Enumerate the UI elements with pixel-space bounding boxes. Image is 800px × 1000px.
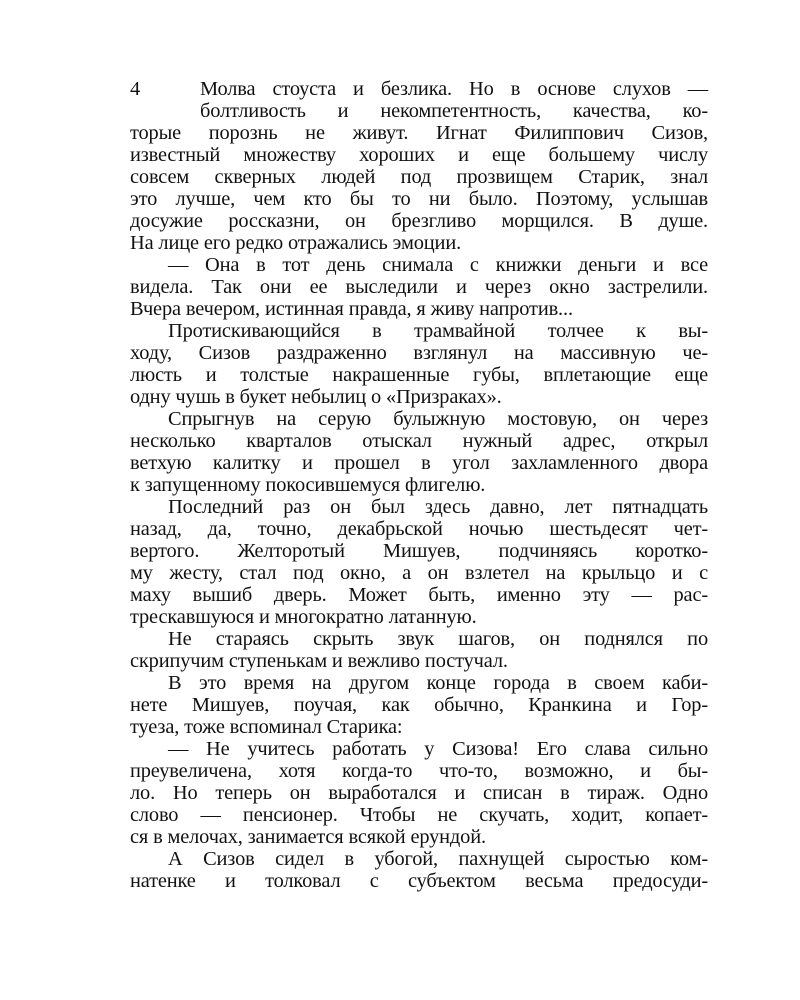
text-line: туеза, тоже вспоминал Старика: <box>130 716 403 738</box>
text-line: му жесту, стал под окно, а он взлетел на крыльцо и с <box>130 562 708 584</box>
text-line: Вчера вечером, истинная правда, я живу напротив... <box>130 298 573 320</box>
text-line: это лучше, чем кто бы то ни было. Поэтому, услышав <box>130 188 708 210</box>
text-line: слово — пенсионер. Чтобы не скучать, ходит, копает- <box>130 804 708 826</box>
text-line: Последний раз он был здесь давно, лет пятнадцать <box>168 496 708 518</box>
text-line: ся в мелочах, занимается всякой ерундой. <box>130 826 486 848</box>
text-line: трескавшуюся и многократно латанную. <box>130 606 477 628</box>
text-line: ходу, Сизов раздраженно взглянул на массивную че- <box>130 342 708 364</box>
text-line: нете Мишуев, поучая, как обычно, Кранкина и Гор- <box>130 694 708 716</box>
text-line: преувеличена, хотя когда-то что-то, возможно, и бы- <box>130 760 708 782</box>
text-line: досужие россказни, он брезгливо морщился. В душе. <box>130 210 708 232</box>
text-line: видела. Так они ее выследили и через окно застрелили. <box>130 276 708 298</box>
text-line: — Она в тот день снимала с книжки деньги и все <box>168 254 708 276</box>
text-line: Не стараясь скрыть звук шагов, он поднялся по <box>168 628 708 650</box>
book-page <box>130 78 708 892</box>
text-line: На лице его редко отражались эмоции. <box>130 232 462 254</box>
text-line: Спрыгнув на серую булыжную мостовую, он через <box>168 408 708 430</box>
text-line: Протискивающийся в трамвайной толчее к вы- <box>168 320 708 342</box>
text-line: ло. Но теперь он выработался и списан в тираж. Одно <box>130 782 708 804</box>
text-line: — Не учитесь работать у Сизова! Его слава сильно <box>168 738 708 760</box>
text-line: маху вышиб дверь. Может быть, именно эту — рас- <box>130 584 708 606</box>
page-number: 4 <box>130 78 141 100</box>
text-line: к запущенному покосившемуся флигелю. <box>130 474 486 496</box>
text-line: натенке и толковал с субъектом весьма предосуди- <box>130 870 708 892</box>
text-line: скрипучим ступенькам и вежливо постучал. <box>130 650 508 672</box>
text-line: В это время на другом конце города в своем каби- <box>168 672 708 694</box>
text-line: вертого. Желторотый Мишуев, подчиняясь коротко- <box>130 540 708 562</box>
text-line: совсем скверных людей под прозвищем Старик, знал <box>130 166 708 188</box>
text-line: Молва стоуста и безлика. Но в основе слухов — <box>200 78 708 100</box>
text-line: болтливость и некомпетентность, качества, ко- <box>200 100 708 122</box>
page-text <box>130 78 708 892</box>
text-line: ветхую калитку и прошел в угол захламленного двора <box>130 452 708 474</box>
text-line: люсть и толстые накрашенные губы, вплетающие еще <box>130 364 708 386</box>
text-line: одну чушь в букет небылиц о «Призраках». <box>130 386 502 408</box>
text-line: торые порознь не живут. Игнат Филиппович Сизов, <box>130 122 708 144</box>
text-line: А Сизов сидел в убогой, пахнущей сыростью ком- <box>168 848 708 870</box>
text-line: известный множеству хороших и еще большему числу <box>130 144 708 166</box>
text-line: несколько кварталов отыскал нужный адрес, открыл <box>130 430 708 452</box>
text-line: назад, да, точно, декабрьской ночью шестьдесят чет- <box>130 518 708 540</box>
